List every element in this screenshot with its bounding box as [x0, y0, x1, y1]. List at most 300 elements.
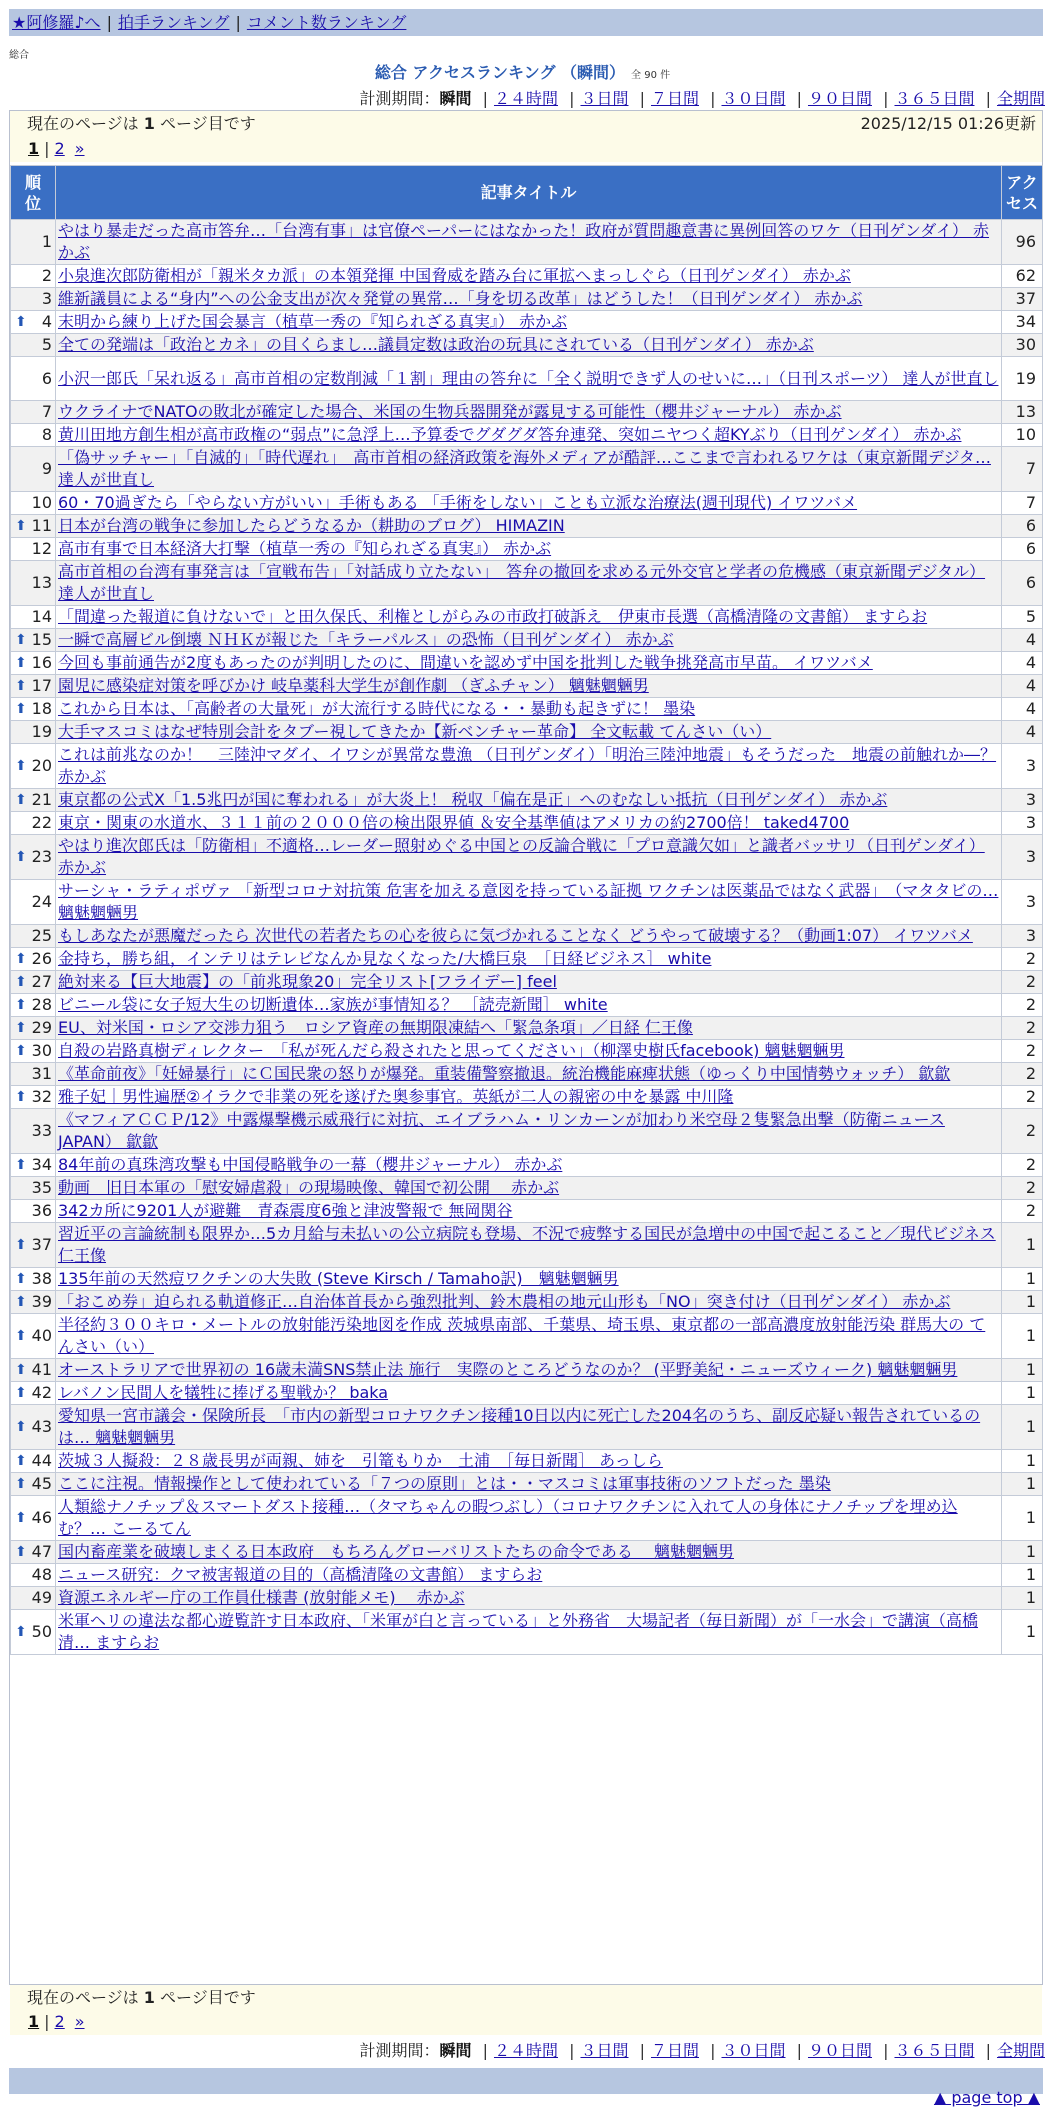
table-row: [11, 1405, 1043, 1450]
page-status-num: 1: [143, 114, 155, 133]
title-cell: [56, 265, 1002, 288]
article-title-link[interactable]: 一瞬で高層ビル倒壊 ＮＨＫが報じた「キラーパルス」の恐怖（日刊ゲンダイ） 赤かぶ: [58, 630, 674, 649]
access-count: 1: [1002, 1587, 1043, 1610]
table-row: [11, 721, 1043, 744]
access-count: 13: [1002, 401, 1043, 424]
access-count: 7: [1002, 492, 1043, 515]
article-title-link[interactable]: 茨城３人擬殺：２８歳長男が両親、姉を 引篭もりか 土浦 ［毎日新聞］ あっしら: [58, 1451, 663, 1470]
table-row: [11, 1496, 1043, 1541]
table-row: [11, 1268, 1043, 1291]
access-count: 2: [1002, 1154, 1043, 1177]
access-count: 19: [1002, 357, 1043, 401]
arrow-up-icon: ⬆: [15, 518, 27, 534]
article-title-link[interactable]: これは前兆なのか！ 三陸沖マダイ、イワシが異常な豊漁 （日刊ゲンダイ）「明治三陸沖地震」もそうだった 地震の前触れか―？ 赤かぶ: [58, 745, 997, 786]
title-cell: [56, 629, 1002, 652]
title-cell: [56, 1223, 1002, 1268]
rank-cell: [11, 744, 56, 789]
rank-cell: [11, 629, 56, 652]
title-cell: [56, 652, 1002, 675]
table-row: [11, 561, 1043, 606]
table-row: [11, 971, 1043, 994]
title-cell: [56, 948, 1002, 971]
rank-cell: [11, 835, 56, 880]
article-title-link[interactable]: 小泉進次郎防衛相が「親米タカ派」の本領発揮 中国脅威を踏み台に軍拡へまっしぐら（日刊ゲンダイ） 赤かぶ: [58, 266, 851, 285]
rank-cell: [11, 1268, 56, 1291]
title-cell: [56, 1063, 1002, 1086]
table-row: [11, 1177, 1043, 1200]
access-count: 1: [1002, 1268, 1043, 1291]
article-title-link[interactable]: 全ての発端は「政治とカネ」の目くらまし…議員定数は政治の玩具にされている（日刊ゲンダイ） 赤かぶ: [58, 335, 814, 354]
applause-ranking-link[interactable]: 拍手ランキング: [117, 13, 230, 32]
access-count: 2: [1002, 1109, 1043, 1154]
article-title-link[interactable]: 園児に感染症対策を呼びかけ 岐阜薬科大学生が創作劇 （ぎふチャン） 魑魅魍魎男: [58, 676, 649, 695]
pager-top: 1 | 2 »: [10, 136, 1042, 162]
table-row: [11, 1109, 1043, 1154]
page-status-num: 1: [143, 1988, 155, 2007]
rank-cell: [11, 1382, 56, 1405]
access-count: 4: [1002, 721, 1043, 744]
rank-number: 22: [31, 813, 52, 832]
access-count: 96: [1002, 220, 1043, 265]
access-count: 1: [1002, 1405, 1043, 1450]
rank-number: 35: [31, 1178, 52, 1197]
rank-cell: [11, 1017, 56, 1040]
rank-number: 28: [31, 995, 52, 1014]
access-count: 2: [1002, 1063, 1043, 1086]
table-row: [11, 789, 1043, 812]
table-row: [11, 492, 1043, 515]
arrow-up-icon: ⬆: [15, 974, 27, 990]
table-row: [11, 1154, 1043, 1177]
rank-number: 29: [31, 1018, 52, 1037]
access-count: 2: [1002, 971, 1043, 994]
arrow-up-icon: ⬆: [15, 1544, 27, 1560]
arrow-up-icon: ⬆: [15, 1271, 27, 1287]
article-title-link[interactable]: 動画 旧日本軍の「慰安婦虐殺」の現場映像、韓国で初公開 赤かぶ: [58, 1178, 560, 1197]
page-status-prefix: 現在のページは: [27, 1988, 144, 2007]
title-cell: [56, 1610, 1002, 1655]
title-cell: [56, 1587, 1002, 1610]
table-row: [11, 220, 1043, 265]
rank-number: 42: [31, 1383, 52, 1402]
rank-number: 21: [31, 790, 52, 809]
category-label: 総合: [9, 50, 29, 61]
table-row: [11, 357, 1043, 401]
article-title-link[interactable]: 東京都の公式X「1.5兆円が国に奪われる」が大炎上！ 税収「偏在是正」へのむなしい抵抗（日刊ゲンダイ） 赤かぶ: [58, 790, 888, 809]
article-title-link[interactable]: 《革命前夜》「妊婦暴行」にＣ国民衆の怒りが爆発。重装備警察撤退。統治機能麻痺状態（ゆっくり中国情勢ウォッチ） 歙歙: [58, 1064, 951, 1083]
arrow-up-icon: ⬆: [15, 849, 27, 865]
access-count: 6: [1002, 538, 1043, 561]
table-row: [11, 288, 1043, 311]
access-count: 2: [1002, 1200, 1043, 1223]
rank-cell: [11, 447, 56, 492]
article-title-link[interactable]: 東京・関東の水道水、３１１前の２０００倍の検出限界値 ＆安全基準値はアメリカの約2700倍！ taked4700: [58, 813, 850, 832]
rank-cell: [11, 538, 56, 561]
article-title-link[interactable]: 高市首相の台湾有事発言は「宣戦布告」「対話成り立たない」 答弁の撤回を求める元外交官と学者の危機感（東京新聞デジタル） 達人が世直し: [58, 562, 986, 603]
rank-cell: [11, 652, 56, 675]
arrow-up-icon: ⬆: [15, 1157, 27, 1173]
rank-cell: [11, 971, 56, 994]
arrow-up-icon: ⬆: [15, 951, 27, 967]
rank-cell: [11, 424, 56, 447]
period-90d[interactable]: ９０日間: [807, 2041, 872, 2060]
period-3d[interactable]: ３日間: [580, 89, 629, 108]
article-title-link[interactable]: 84年前の真珠湾攻撃も中国侵略戦争の一幕（櫻井ジャーナル） 赤かぶ: [58, 1155, 563, 1174]
title-cell: [56, 1405, 1002, 1450]
article-title-link[interactable]: ニュース研究：クマ被害報道の目的（高橋清隆の文書館） ますらお: [58, 1565, 543, 1584]
rank-number: 47: [31, 1542, 52, 1561]
title-cell: [56, 880, 1002, 925]
rank-number: 7: [41, 402, 52, 421]
rank-cell: [11, 1063, 56, 1086]
table-row: [11, 538, 1043, 561]
rank-number: 39: [31, 1292, 52, 1311]
access-count: 1: [1002, 1541, 1043, 1564]
article-title-link[interactable]: 《マフィアＣＣＰ/12》中露爆撃機示威飛行に対抗、エイブラハム・リンカーンが加わり米空母２隻緊急出撃（防衛ニュースJAPAN） 歙歙: [58, 1110, 945, 1151]
arrow-up-icon: ⬆: [15, 758, 27, 774]
article-title-link[interactable]: 資源エネルギー庁の工作員仕様書 (放射能メモ) 赤かぶ: [58, 1588, 465, 1607]
period-all[interactable]: 全期間: [996, 2041, 1045, 2060]
page-status-prefix: 現在のページは: [27, 114, 144, 133]
period-label: 計測期間：: [359, 2041, 440, 2060]
table-row: [11, 515, 1043, 538]
title-cell: [56, 789, 1002, 812]
rank-number: 36: [31, 1201, 52, 1220]
access-count: 3: [1002, 925, 1043, 948]
table-row: [11, 424, 1043, 447]
table-row: [11, 1382, 1043, 1405]
article-title-link[interactable]: 日本が台湾の戦争に参加したらどうなるか（耕助のブログ） HIMAZIN: [58, 516, 565, 535]
title-cell: [56, 1473, 1002, 1496]
rank-number: 45: [31, 1474, 52, 1493]
rank-number: 46: [31, 1508, 52, 1527]
title-cell: [56, 1200, 1002, 1223]
article-title-link[interactable]: 半径約３００キロ・メートルの放射能汚染地図を作成 茨城県南部、千葉県、埼玉県、東京都の一部高濃度放射能汚染 群馬大の て んさい（い）: [58, 1315, 986, 1356]
title-cell: [56, 1109, 1002, 1154]
bottom-bar: [9, 2068, 1043, 2094]
rank-number: 11: [31, 516, 52, 535]
access-count: 4: [1002, 698, 1043, 721]
table-row: [11, 1086, 1043, 1109]
access-count: 1: [1002, 1223, 1043, 1268]
period-current: 瞬間: [439, 89, 472, 108]
access-count: 2: [1002, 1177, 1043, 1200]
table-row: [11, 812, 1043, 835]
access-count: 30: [1002, 334, 1043, 357]
rank-number: 1: [41, 232, 52, 251]
rank-cell: [11, 1177, 56, 1200]
arrow-up-icon: ⬆: [15, 314, 27, 330]
access-count: 10: [1002, 424, 1043, 447]
article-title-link[interactable]: 維新議員による“身内”への公金支出が次々発覚の異常…「身を切る改革」はどうした！（日刊ゲンダイ） 赤かぶ: [58, 289, 863, 308]
article-title-link[interactable]: ビニール袋に女子短大生の切断遺体…家族が事情知る？ ［読売新聞］ white: [58, 995, 608, 1014]
comment-ranking-link[interactable]: コメント数ランキング: [246, 13, 407, 32]
article-title-link[interactable]: 「間違った報道に負けないで」と田久保氏、利権としがらみの市政打破訴え 伊東市長選（高橋清隆の文書館） ますらお: [58, 607, 928, 626]
header-rank: 順位: [11, 166, 56, 220]
rank-cell: [11, 357, 56, 401]
article-title-link[interactable]: レバノン民間人を犠牲に捧げる聖戦か？ baka: [58, 1383, 389, 1402]
period-3d[interactable]: ３日間: [580, 2041, 629, 2060]
rank-cell: [11, 561, 56, 606]
table-row: [11, 744, 1043, 789]
rank-cell: [11, 1314, 56, 1359]
arrow-up-icon: ⬆: [15, 1385, 27, 1401]
rank-number: 15: [31, 630, 52, 649]
arrow-up-icon: ⬆: [15, 701, 27, 717]
rank-number: 6: [41, 368, 52, 388]
title-cell: [56, 835, 1002, 880]
title-cell: [56, 1382, 1002, 1405]
table-row: [11, 1291, 1043, 1314]
table-row: [11, 675, 1043, 698]
article-title-link[interactable]: ウクライナでNATOの敗北が確定した場合、米国の生物兵器開発が露見する可能性（櫻井ジャーナル） 赤かぶ: [58, 402, 842, 421]
arrow-up-icon: ⬆: [15, 1419, 27, 1435]
arrow-up-icon: ⬆: [15, 1237, 27, 1253]
article-title-link[interactable]: 大手マスコミはなぜ特別会計をタブー視してきたか【新ベンチャー革命】 全文転載 てんさい（い）: [58, 722, 772, 741]
period-current: 瞬間: [439, 2041, 472, 2060]
arrow-up-icon: ⬆: [15, 1453, 27, 1469]
access-count: 7: [1002, 447, 1043, 492]
table-row: [11, 311, 1043, 334]
access-count: 3: [1002, 880, 1043, 925]
access-count: 3: [1002, 744, 1043, 789]
table-row: [11, 265, 1043, 288]
arrow-up-icon: ⬆: [15, 1020, 27, 1036]
rank-cell: [11, 288, 56, 311]
rank-number: 41: [31, 1360, 52, 1379]
header-title: 記事タイトル: [56, 166, 1002, 220]
title-cell: [56, 538, 1002, 561]
rank-number: 10: [31, 493, 52, 512]
article-title-link[interactable]: オーストラリアで世界初の 16歳未満SNS禁止法 施行 実際のところどうなのか？ (平野美紀・ニューズウィーク) 魑魅魍魎男: [58, 1360, 958, 1379]
rank-cell: [11, 1109, 56, 1154]
rank-cell: [11, 1473, 56, 1496]
access-count: 1: [1002, 1382, 1043, 1405]
article-title-link[interactable]: 愛知県一宮市議会・保険所長 「市内の新型コロナワクチン接種10日以内に死亡した204名のうち、副反応疑い報告されているのは… 魑魅魍魎男: [58, 1406, 981, 1447]
period-365d[interactable]: ３６５日間: [894, 2041, 975, 2060]
access-count: 1: [1002, 1564, 1043, 1587]
title-cell: [56, 1268, 1002, 1291]
article-title-link[interactable]: 高市有事で日本経済大打撃（植草一秀の『知られざる真実』） 赤かぶ: [58, 539, 552, 558]
rank-number: 12: [31, 539, 52, 558]
table-row: [11, 698, 1043, 721]
table-row: [11, 401, 1043, 424]
rank-cell: [11, 812, 56, 835]
period-7d[interactable]: ７日間: [650, 89, 699, 108]
article-title-link[interactable]: サーシャ・ラティポヴァ 「新型コロナ対抗策 危害を加える意図を持っている証拠 ワクチンは医薬品ではなく武器」 （マタタビの… 魑魅魍魎男: [58, 881, 999, 922]
article-title-link[interactable]: 今回も事前通告が2度もあったのが判明したのに、間違いを認めず中国を批判した戦争挑発高市早苗。 イワツバメ: [58, 653, 873, 672]
access-count: 1: [1002, 1359, 1043, 1382]
access-count: 1: [1002, 1473, 1043, 1496]
table-row: [11, 1587, 1043, 1610]
rank-number: 33: [31, 1121, 52, 1140]
table-row: [11, 447, 1043, 492]
rank-number: 32: [31, 1087, 52, 1106]
period-24h[interactable]: ２４時間: [493, 89, 558, 108]
rank-number: 13: [31, 573, 52, 592]
page-title: [0, 60, 1045, 83]
rank-cell: [11, 1200, 56, 1223]
title-cell: [56, 1291, 1002, 1314]
rank-cell: [11, 220, 56, 265]
title-cell: [56, 424, 1002, 447]
article-title-link[interactable]: 人類総ナノチップ＆スマートダスト接種…（タマちゃんの暇つぶし）（コロナワクチンに入れて人の身体にナノチップを埋め込む？… こーるてん: [58, 1497, 958, 1538]
title-cell: [56, 492, 1002, 515]
title-cell: [56, 606, 1002, 629]
item-count: 全 90 件: [631, 70, 671, 81]
period-30d[interactable]: ３０日間: [721, 89, 786, 108]
period-90d[interactable]: ９０日間: [807, 89, 872, 108]
article-title-link[interactable]: これから日本は、「高齢者の大量死」が大流行する時代になる・・暴動も起きずに！ 墨染: [58, 699, 696, 718]
table-row: [11, 1473, 1043, 1496]
table-row: [11, 1541, 1043, 1564]
table-row: [11, 1223, 1043, 1268]
title-cell: [56, 1564, 1002, 1587]
table-row: [11, 606, 1043, 629]
arrow-up-icon: ⬆: [15, 678, 27, 694]
period-365d[interactable]: ３６５日間: [894, 89, 975, 108]
title-cell: [56, 1496, 1002, 1541]
table-row: [11, 1610, 1043, 1655]
access-count: 2: [1002, 1040, 1043, 1063]
title-cell: [56, 1314, 1002, 1359]
rank-number: 9: [41, 459, 52, 478]
title-cell: [56, 721, 1002, 744]
arrow-up-icon: ⬆: [15, 792, 27, 808]
arrow-up-icon: ⬆: [15, 1476, 27, 1492]
period-7d[interactable]: ７日間: [650, 2041, 699, 2060]
title-cell: [56, 812, 1002, 835]
article-title-link[interactable]: 米軍ヘリの違法な都心遊覧許す日本政府、「米軍が白と言っている」と外務省 大場記者（毎日新聞）が「一水会」で講演（高橋清… ますらお: [58, 1611, 979, 1652]
rank-number: 26: [31, 949, 52, 968]
article-title-link[interactable]: 金持ち，勝ち組，インテリはテレビなんか見なくなった/大橋巨泉 ［日経ビジネス］ white: [58, 949, 712, 968]
title-cell: [56, 1359, 1002, 1382]
access-count: 2: [1002, 994, 1043, 1017]
article-title-link[interactable]: 「おこめ券」迫られる軌道修正…自治体首長から強烈批判、鈴木農相の地元山形も「NO」突き付け（日刊ゲンダイ） 赤かぶ: [58, 1292, 951, 1311]
top-nav-bar: [9, 9, 1043, 36]
home-link[interactable]: ★阿修羅♪へ: [12, 13, 101, 32]
article-title-link[interactable]: 習近平の言論統制も限界か…5カ月給与未払いの公立病院も登場、不況で疲弊する国民が急増中の中国で起こること／現代ビジネス 仁王像: [58, 1224, 996, 1265]
access-count: 1: [1002, 1496, 1043, 1541]
article-title-link[interactable]: 60・70過ぎたら「やらない方がいい」手術もある 「手術をしない」ことも立派な治療法(週刊現代) イワツバメ: [58, 493, 858, 512]
rank-cell: [11, 948, 56, 971]
title-cell: [56, 288, 1002, 311]
article-title-link[interactable]: EU、対米国・ロシア交渉力狙う ロシア資産の無期限凍結へ「緊急条項」／日経 仁王像: [58, 1018, 693, 1037]
period-all[interactable]: 全期間: [996, 89, 1045, 108]
header-access: アクセス: [1002, 166, 1043, 220]
article-title-link[interactable]: 自殺の岩路真樹ディレクター 「私が死んだら殺されたと思ってください」（柳澤史樹氏facebook) 魑魅魍魎男: [58, 1041, 845, 1060]
article-title-link[interactable]: 342カ所に9201人が避難 青森震度6強と津波警報で 無岡関谷: [58, 1201, 513, 1220]
access-count: 6: [1002, 515, 1043, 538]
article-title-link[interactable]: 135年前の天然痘ワクチンの大失敗 (Steve Kirsch / Tamaho訳) 魑魅魍魎男: [58, 1269, 619, 1288]
title-cell: [56, 311, 1002, 334]
title-cell: [56, 925, 1002, 948]
nav-separator: |: [106, 13, 112, 32]
pager-current: 1: [28, 2012, 40, 2031]
article-title-link[interactable]: 絶対来る【巨大地震】の「前兆現象20」完全リスト[フライデー] feel: [58, 972, 557, 991]
title-cell: [56, 744, 1002, 789]
article-title-link[interactable]: やはり進次郎氏は「防衛相」不適格…レーダー照射めぐる中国との反論合戦に「プロ意識欠如」と識者バッサリ（日刊ゲンダイ） 赤かぶ: [58, 836, 985, 877]
article-title-link[interactable]: 国内畜産業を破壊しまくる日本政府 もちろんグローバリストたちの命令である 魑魅魍魎男: [58, 1542, 734, 1561]
access-count: 1: [1002, 1450, 1043, 1473]
pager-next[interactable]: »: [74, 2012, 85, 2031]
table-row: [11, 1314, 1043, 1359]
rank-number: 16: [31, 653, 52, 672]
article-title-link[interactable]: 小沢一郎氏「呆れ返る」高市首相の定数削減「１割」理由の答弁に「全く説明できず人のせいに…」（日刊スポーツ） 達人が世直し: [58, 368, 999, 388]
access-count: 4: [1002, 652, 1043, 675]
article-title-link[interactable]: 末明から練り上げた国会暴言（植草一秀の『知られざる真実』） 赤かぶ: [58, 312, 568, 331]
arrow-up-icon: ⬆: [15, 997, 27, 1013]
rank-number: 30: [31, 1041, 52, 1060]
rank-number: 50: [31, 1622, 52, 1641]
table-row: [11, 629, 1043, 652]
rank-cell: [11, 334, 56, 357]
rank-number: 20: [31, 756, 52, 775]
rank-cell: [11, 1610, 56, 1655]
rank-cell: [11, 675, 56, 698]
pager-page-2[interactable]: 2: [54, 2012, 65, 2031]
rank-cell: [11, 515, 56, 538]
title-cell: [56, 561, 1002, 606]
title-cell: [56, 1450, 1002, 1473]
title-cell: [56, 698, 1002, 721]
table-row: [11, 1450, 1043, 1473]
title-cell: [56, 994, 1002, 1017]
page-top-link[interactable]: ▲ page top ▲: [933, 2088, 1040, 2107]
rank-cell: [11, 880, 56, 925]
title-cell: [56, 971, 1002, 994]
title-cell: [56, 1541, 1002, 1564]
article-title-link[interactable]: 黄川田地方創生相が高市政権の“弱点”に急浮上…予算委でグダグダ答弁連発、突如ニヤつく超KYぶり（日刊ゲンダイ） 赤かぶ: [58, 425, 962, 444]
article-title-link[interactable]: ここに注視。情報操作として使われている「７つの原則」とは・・マスコミは軍事技術のソフトだった 墨染: [58, 1474, 831, 1493]
article-title-link[interactable]: もしあなたが悪魔だったら 次世代の若者たちの心を彼らに気づかれることなく どうやって破壊する？（動画1:07） イワツバメ: [58, 926, 973, 945]
rank-cell: [11, 1154, 56, 1177]
rank-number: 37: [31, 1235, 52, 1254]
arrow-up-icon: ⬆: [15, 1328, 27, 1344]
title-cell: [56, 334, 1002, 357]
rank-number: 5: [41, 335, 52, 354]
access-count: 1: [1002, 1314, 1043, 1359]
rank-number: 40: [31, 1326, 52, 1345]
title-cell: [56, 401, 1002, 424]
rank-cell: [11, 492, 56, 515]
rank-number: 8: [41, 425, 52, 444]
rank-cell: [11, 925, 56, 948]
rank-cell: [11, 1564, 56, 1587]
pager-next[interactable]: »: [74, 139, 85, 158]
rank-number: 3: [41, 289, 52, 308]
rank-number: 49: [31, 1588, 52, 1607]
rank-cell: [11, 789, 56, 812]
article-title-link[interactable]: 雅子妃｜男性遍歴②イラクで非業の死を遂げた奥参事官。英紙が二人の親密の中を暴露 中川隆: [58, 1087, 734, 1106]
period-30d[interactable]: ３０日間: [721, 2041, 786, 2060]
access-count: 3: [1002, 835, 1043, 880]
pager-page-2[interactable]: 2: [54, 139, 65, 158]
table-header-row: [11, 166, 1043, 220]
article-title-link[interactable]: やはり暴走だった高市答弁…「台湾有事」は官僚ペーパーにはなかった！政府が質問趣意書に異例回答のワケ（日刊ゲンダイ） 赤かぶ: [58, 221, 990, 262]
period-24h[interactable]: ２４時間: [493, 2041, 558, 2060]
rank-cell: [11, 721, 56, 744]
rank-number: 43: [31, 1417, 52, 1436]
access-count: 37: [1002, 288, 1043, 311]
rank-cell: [11, 1291, 56, 1314]
access-count: 2: [1002, 1017, 1043, 1040]
title-cell: [56, 515, 1002, 538]
title-cell: [56, 1086, 1002, 1109]
access-count: 6: [1002, 561, 1043, 606]
article-title-link[interactable]: 「偽サッチャー」「自滅的」「時代遅れ」 高市首相の経済政策を海外メディアが酷評…ここまで言われるワケは（東京新聞デジタ… 達人が世直し: [58, 448, 991, 489]
rank-cell: [11, 1405, 56, 1450]
